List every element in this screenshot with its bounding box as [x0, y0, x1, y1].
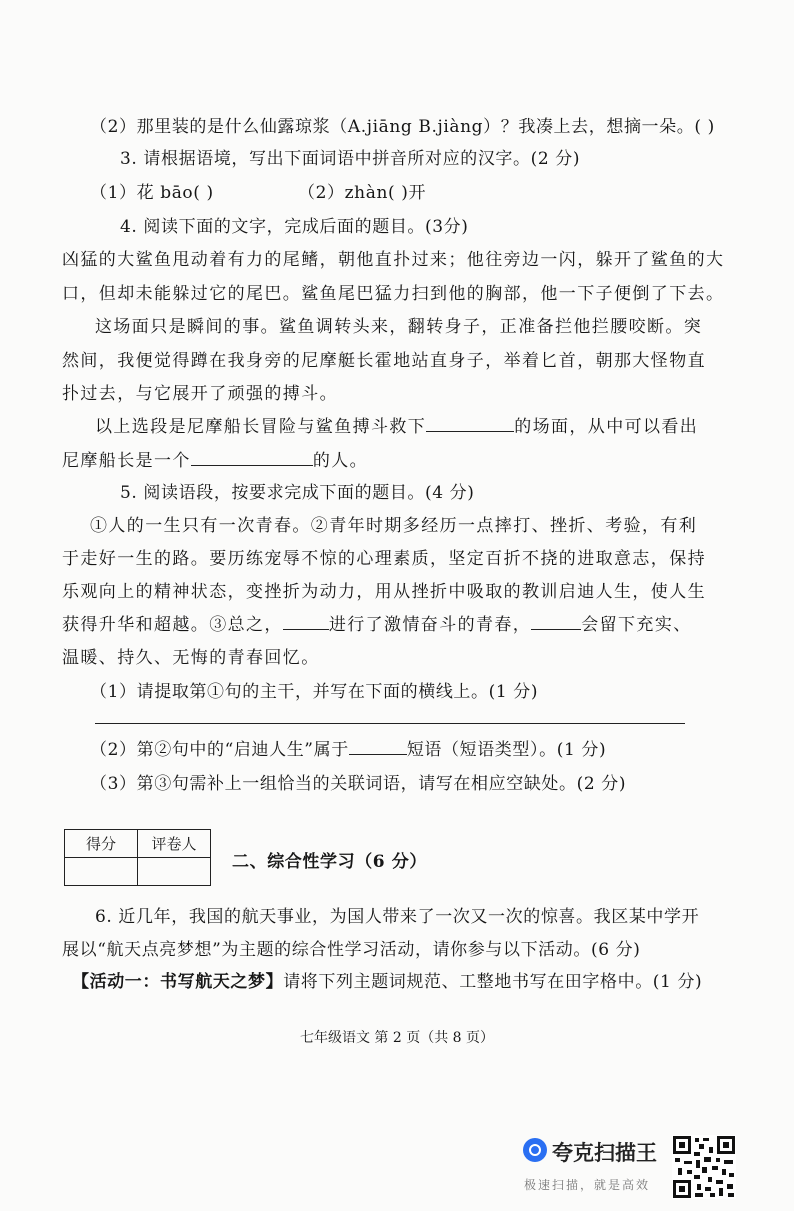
q5-answer-line[interactable] [95, 723, 685, 724]
q6-activity1-label: 【活动一：书写航天之梦】 [72, 972, 284, 992]
q5-text-line: ①人的一生只有一次青春。②青年时期多经历一点摔打、挫折、考验，有利 [90, 516, 698, 536]
q4-passage-line: 这场面只是瞬间的事。鲨鱼调转头来，翻转身子，正准备拦他拦腰咬断。突 [95, 317, 703, 337]
q4-question-pre: 以上选段是尼摩船长冒险与鲨鱼搏斗救下 [95, 417, 427, 437]
q5-blank-1[interactable] [283, 613, 329, 630]
q3-item1: （1）花 bāo( ) [90, 183, 214, 203]
q5-text-line: 于走好一生的路。要历练宠辱不惊的心理素质，坚定百折不挠的进取意志，保持 [62, 549, 706, 569]
grader-cell[interactable] [138, 858, 211, 886]
qr-code-icon [672, 1135, 736, 1199]
quark-logo-icon [523, 1138, 547, 1162]
q5-text-line: 温暖、持久、无悔的青春回忆。 [62, 648, 320, 668]
q5-title: 5. 阅读语段，按要求完成下面的题目。(4 分) [120, 483, 475, 503]
q5-text-b: 进行了激情奋斗的青春， [328, 615, 532, 635]
q4-title: 4. 阅读下面的文字，完成后面的题目。(3分) [120, 217, 469, 237]
q5-sub2 [90, 738, 606, 762]
score-table [64, 829, 211, 886]
q5-text-a: 获得升华和超越。③总之， [62, 615, 283, 635]
q4-question-line [62, 449, 368, 473]
q6-line: 6. 近几年，我国的航天事业，为国人带来了一次又一次的惊喜。我区某中学开 [95, 907, 700, 927]
q5-text-line: 乐观向上的精神状态，变挫折为动力，用从挫折中吸取的教训启迪人生，使人生 [62, 582, 706, 602]
q3-title: 3. 请根据语境，写出下面词语中拼音所对应的汉字。(2 分) [120, 149, 581, 169]
q4-passage-line: 凶猛的大鲨鱼甩动着有力的尾鳍，朝他直扑过来；他往旁边一闪，躲开了鲨鱼的大 [62, 250, 725, 270]
q4-passage-line: 口，但却未能躲过它的尾巴。鲨鱼尾巴猛力扫到他的胸部，他一下子便倒了下去。 [62, 284, 725, 304]
q3-item2 [298, 181, 426, 205]
section2-title: 二、综合性学习（6 分） [232, 852, 427, 872]
scanner-slogan: 极速扫描，就是高效 [524, 1178, 651, 1192]
q5-text-line [62, 613, 692, 637]
q5-blank-2[interactable] [531, 613, 581, 630]
q2-item2: （2）那里装的是什么仙露琼浆（A.jiāng B.jiàng）？我凑上去，想摘一朵。( ) [90, 117, 715, 137]
q3-item2-pre: （2）zhàn( ) [298, 183, 409, 203]
page-footer: 七年级语文 第 2 页（共 8 页） [299, 1030, 495, 1046]
q5-sub2-pre: （2）第②句中的“启迪人生”属于 [90, 740, 349, 760]
q6-line: 展以“航天点亮梦想”为主题的综合性学习活动，请你参与以下活动。(6 分) [62, 940, 641, 960]
q5-text-c: 会留下充实、 [581, 615, 692, 635]
q6-activity1 [72, 970, 702, 994]
q4-answer-blank[interactable] [426, 415, 514, 432]
scanner-brand-name: 夸克扫描王 [552, 1141, 657, 1165]
q4-question-post: 的人。 [312, 451, 369, 471]
q5-sub3: （3）第③句需补上一组恰当的关联词语，请写在相应空缺处。(2 分) [90, 774, 627, 794]
q5-sub2-blank[interactable] [349, 738, 407, 755]
q4-question-post: 的场面，从中可以看出 [514, 417, 699, 437]
q4-question-pre: 尼摩船长是一个 [62, 451, 191, 471]
q4-passage-line: 扑过去，与它展开了顽强的搏斗。 [62, 384, 338, 404]
q5-sub2-post: 短语（短语类型）。(1 分) [406, 740, 607, 760]
score-header: 得分 [65, 830, 138, 858]
score-cell[interactable] [65, 858, 138, 886]
q5-sub1: （1）请提取第①句的主干，并写在下面的横线上。(1 分) [90, 682, 539, 702]
q6-activity1-text: 请将下列主题词规范、工整地书写在田字格中。(1 分) [283, 972, 703, 992]
grader-header: 评卷人 [138, 830, 211, 858]
q4-question-line [95, 415, 698, 439]
q4-passage-line: 然间，我便觉得蹲在我身旁的尼摩艇长霍地站直身子，举着匕首，朝那大怪物直 [62, 351, 706, 371]
q3-item2-post: 开 [408, 183, 427, 203]
q4-answer-blank[interactable] [191, 449, 313, 466]
